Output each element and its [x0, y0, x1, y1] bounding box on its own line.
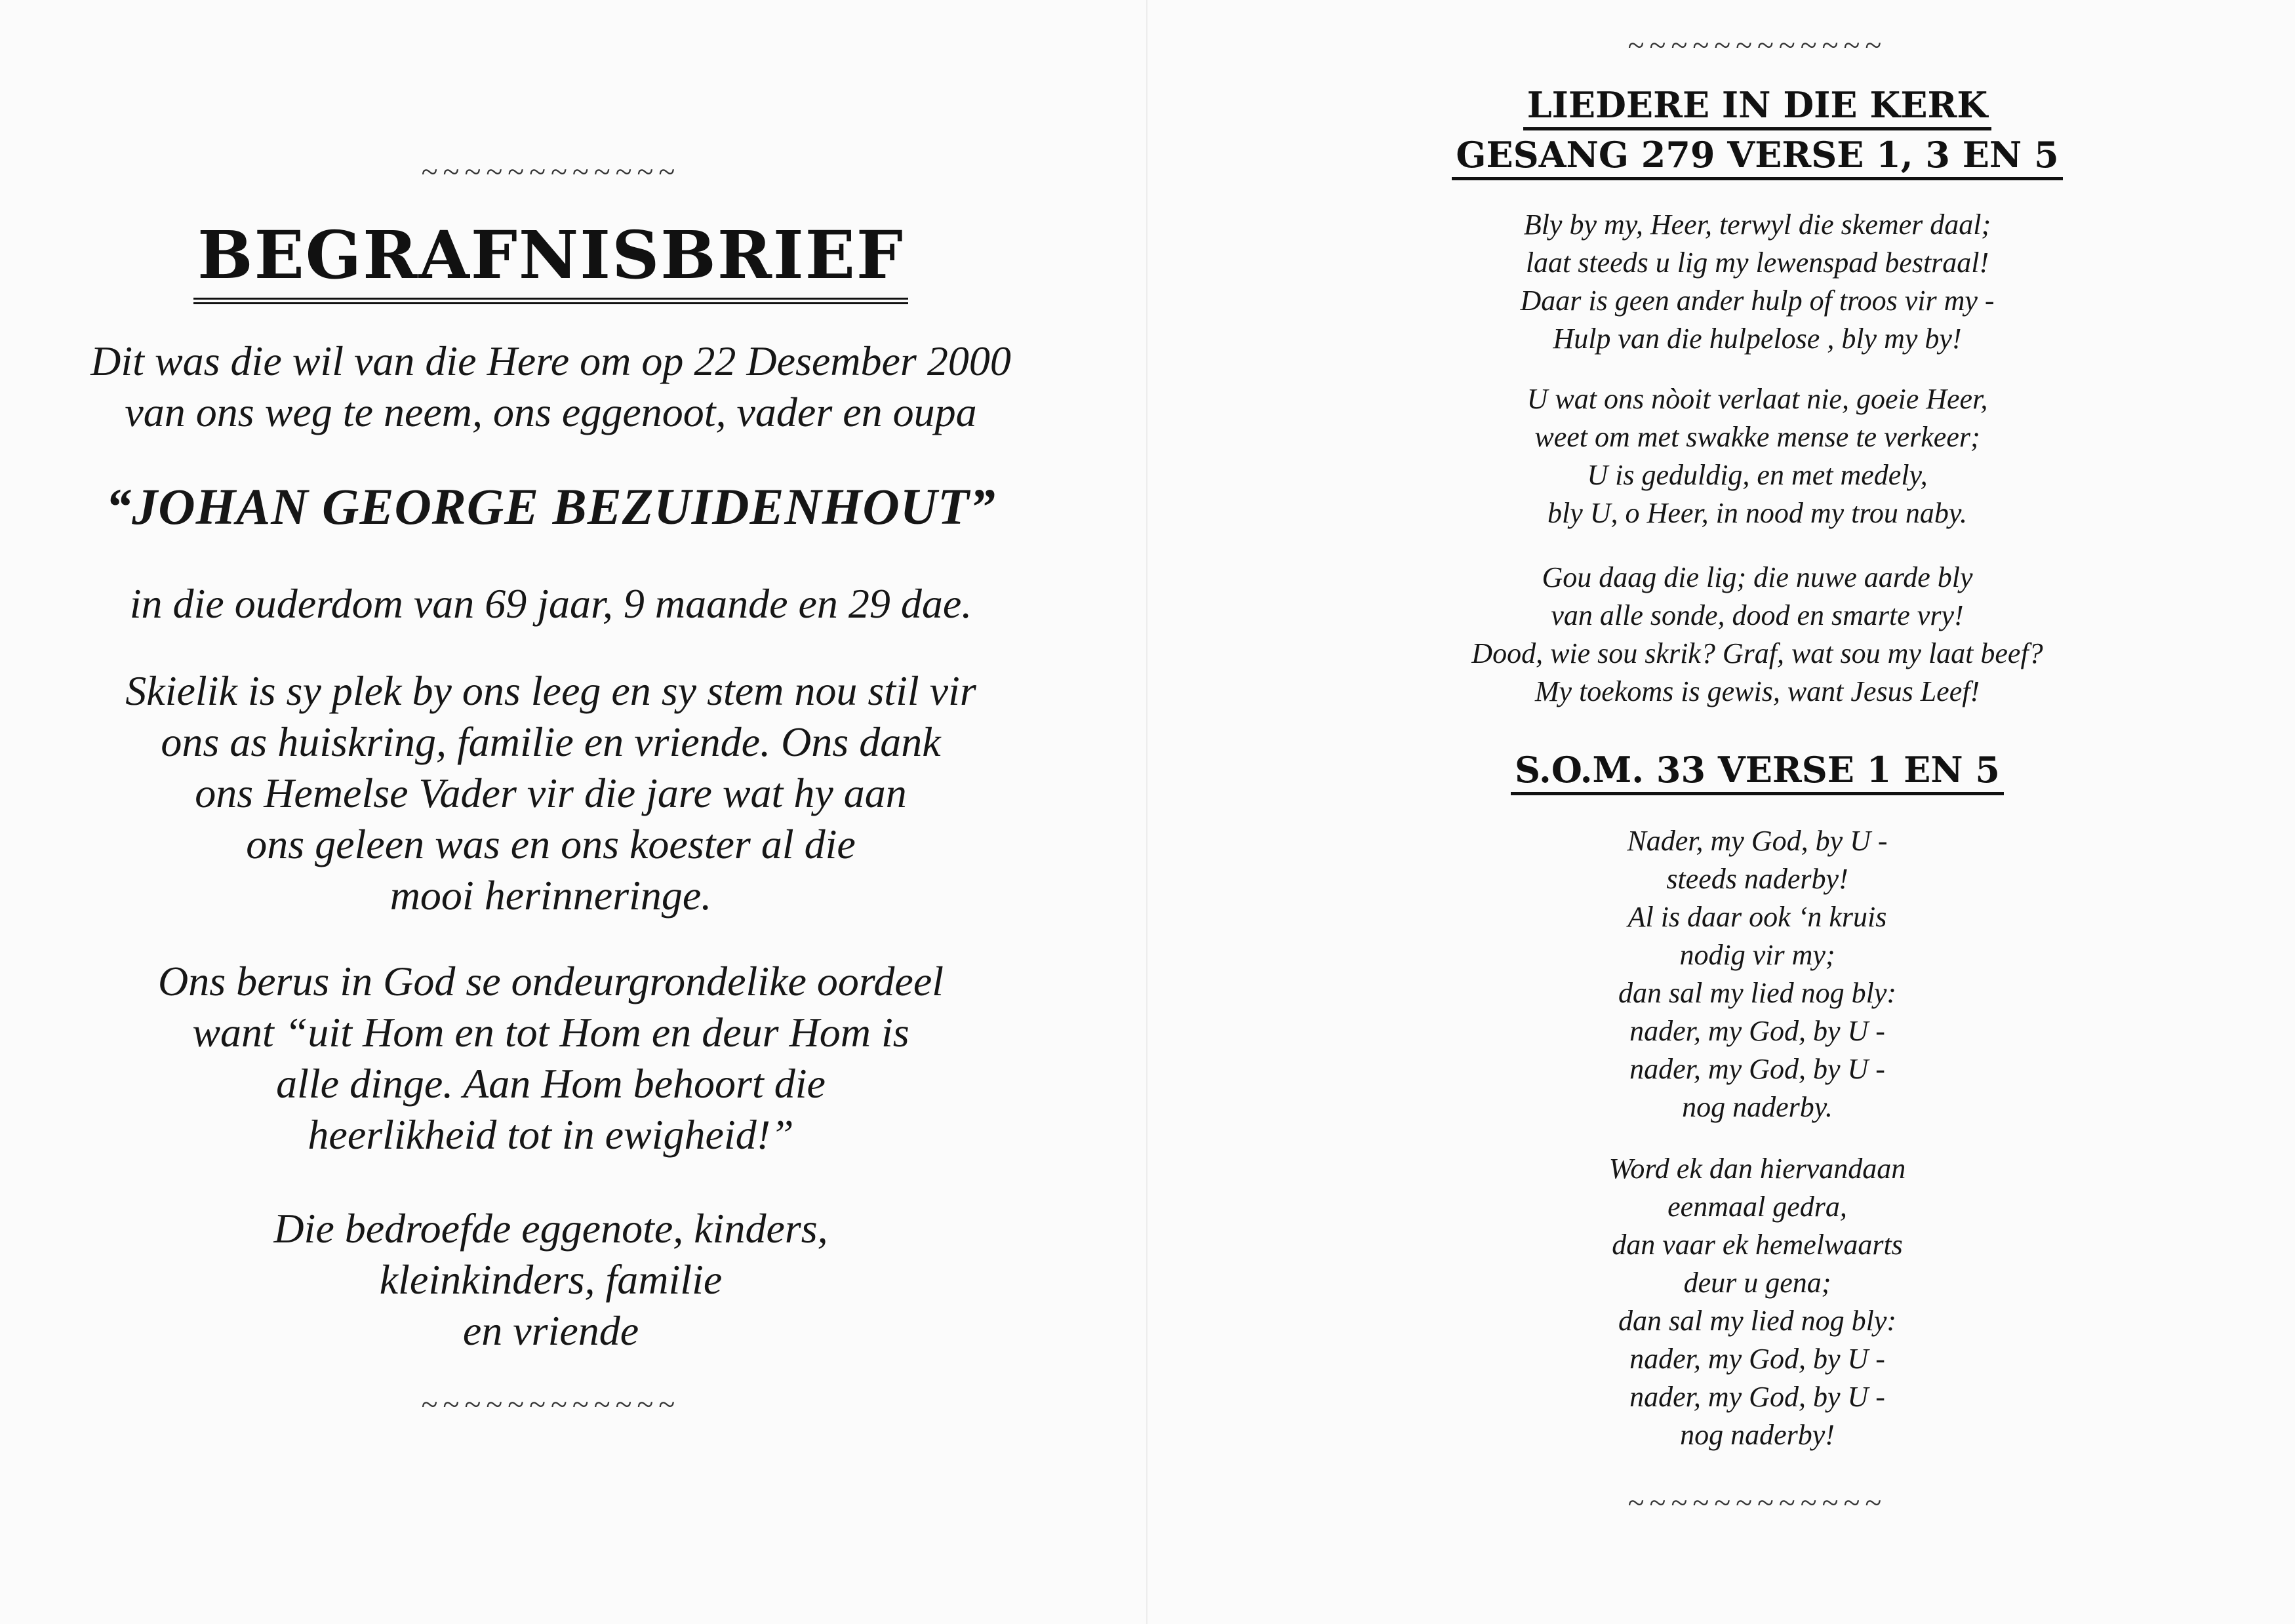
bottom-separator: ~~~~~~~~~~~~	[421, 1387, 681, 1421]
gesang-verse-1: Bly by my, Heer, terwyl die skemer daal; laat steeds u lig my lewenspad bestraal! Daar is geen ander hulp of troos vir my - Hulp van die hulpelose , bly my by!	[1520, 208, 1995, 355]
page-title: BEGRAFNISBRIEF	[39, 216, 1062, 294]
deceased-name: “JOHAN GEORGE BEZUIDENHOUT”	[106, 478, 996, 535]
gesang-verse-3: Gou daag die lig; die nuwe aarde bly van alle sonde, dood en smarte vry! Dood, wie sou skrik? Graf, wat sou my laat beef? My toekoms is gewis, want Jesus Leef!	[1471, 561, 2043, 707]
som-verse-2: Word ek dan hiervandaan eenmaal gedra, dan vaar ek hemelwaarts deur u gena; dan sal my lied nog bly: nader, my God, by U - nader, my God, by U - nog naderby!	[1608, 1153, 1906, 1451]
scripture-paragraph: Ons berus in God se ondeurgrondelike oordeel want “uit Hom en tot Hom en deur Hom is alle dinge. Aan Hom behoort die heerlikheid tot in ewigheid!”	[157, 958, 944, 1158]
som-heading: S.O.M. 33 VERSE 1 EN 5	[1311, 749, 2203, 791]
bottom-separator: ~~~~~~~~~~~~	[1627, 1486, 1887, 1519]
age-text: in die ouderdom van 69 jaar, 9 maande en 29 dae.	[129, 580, 972, 627]
gesang-heading: GESANG 279 VERSE 1, 3 EN 5	[1311, 134, 2203, 176]
top-separator: ~~~~~~~~~~~~	[1627, 28, 1887, 62]
gesang-verse-2: U wat ons nòoit verlaat nie, goeie Heer, weet om met swakke mense te verkeer; U is geduldig, en met medely, bly U, o Heer, in nood my trou naby.	[1527, 383, 1988, 529]
hymns-heading: LIEDERE IN DIE KERK	[1311, 84, 2203, 126]
intro-text: Dit was die wil van die Here om op 22 Desember 2000 van ons weg te neem, ons eggenoot, vader en oupa	[90, 338, 1011, 435]
signoff-text: Die bedroefde eggenote, kinders, kleinkinders, familie en vriende	[273, 1205, 828, 1354]
tribute-paragraph: Skielik is sy plek by ons leeg en sy stem nou stil vir ons as huiskring, familie en vriende. Ons dank ons Hemelse Vader vir die jare wat hy aan ons geleen was en ons koester al die mooi herinneringe.	[125, 667, 976, 919]
top-separator: ~~~~~~~~~~~~	[421, 155, 681, 188]
som-verse-1: Nader, my God, by U - steeds naderby! Al is daar ook ‘n kruis nodig vir my; dan sal my lied nog bly: nader, my God, by U - nader, my God, by U - nog naderby.	[1618, 825, 1897, 1123]
page-fold	[1146, 0, 1148, 1624]
